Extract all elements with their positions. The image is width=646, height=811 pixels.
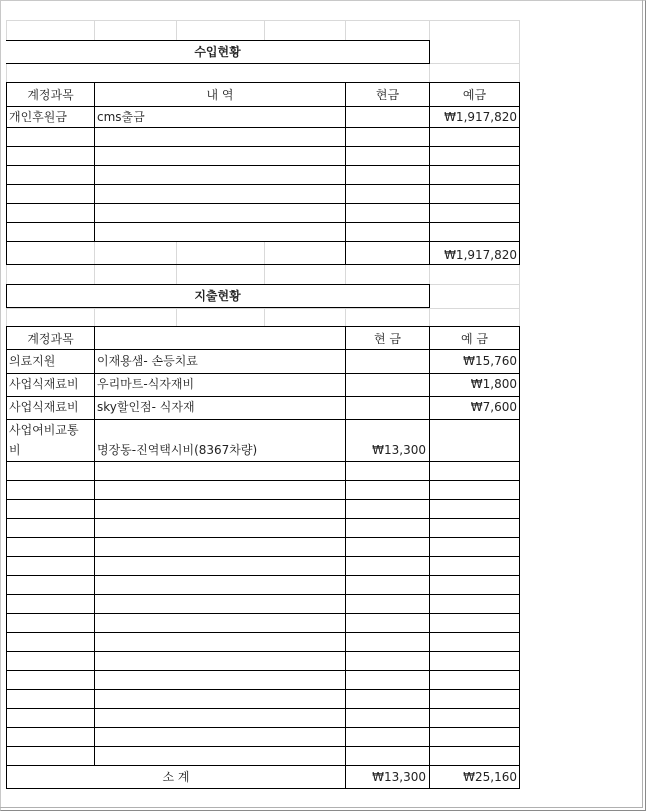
rule	[345, 326, 346, 789]
grid-line	[345, 265, 346, 284]
rule	[6, 82, 520, 83]
grid-line	[519, 265, 520, 327]
expense-row-detail: sky할인점- 식자재	[97, 400, 195, 414]
rule	[6, 106, 520, 107]
rule	[6, 264, 520, 265]
grid-line	[94, 265, 95, 284]
income-title: 수입현황	[194, 45, 241, 59]
rule	[6, 708, 520, 709]
rule	[6, 419, 520, 420]
grid-line	[94, 242, 95, 264]
grid-line	[519, 20, 520, 82]
rule	[6, 349, 520, 350]
rule	[6, 788, 520, 789]
expense-row-deposit: ₩7,600	[470, 400, 517, 414]
grid-line	[430, 63, 520, 64]
grid-line	[176, 265, 177, 284]
expense-row-account-wrap: 비	[9, 443, 21, 457]
rule	[6, 499, 520, 500]
income-header-deposit: 예금	[462, 88, 487, 102]
expense-title: 지출현황	[194, 289, 241, 303]
income-row-account: 개인후원금	[9, 110, 67, 124]
expense-row-detail: 우리마트-식자재비	[97, 377, 195, 391]
rule	[6, 461, 520, 462]
expense-row-account: 사업식재료비	[9, 377, 79, 391]
rule	[6, 746, 520, 747]
rule	[429, 284, 430, 308]
rule	[519, 82, 520, 265]
rule	[6, 326, 520, 327]
grid-line	[6, 20, 7, 40]
income-total-deposit: ₩1,917,820	[444, 248, 517, 262]
rule	[6, 307, 430, 308]
income-header-detail: 내 역	[206, 88, 234, 102]
rule	[6, 222, 520, 223]
rule	[6, 373, 520, 374]
page-edge	[642, 0, 643, 808]
rule	[6, 203, 520, 204]
expense-row-account: 사업식재료비	[9, 400, 79, 414]
expense-row-detail: 이재용샘- 손등치료	[97, 354, 198, 368]
grid-line	[264, 265, 265, 284]
grid-line	[264, 242, 265, 264]
rule	[6, 575, 520, 576]
grid-line	[176, 308, 177, 326]
rule	[519, 326, 520, 789]
rule	[6, 480, 520, 481]
subtotal-label: 소 계	[162, 770, 190, 784]
rule	[6, 518, 520, 519]
rule	[6, 594, 520, 595]
rule	[94, 82, 95, 242]
rule	[6, 326, 7, 789]
rule	[6, 765, 520, 766]
page-edge	[0, 807, 643, 808]
rule	[6, 165, 520, 166]
income-header-cash: 현금	[375, 88, 400, 102]
rule	[6, 632, 520, 633]
rule	[6, 727, 520, 728]
expense-row-deposit: ₩15,760	[463, 354, 517, 368]
rule	[6, 184, 520, 185]
rule	[6, 127, 520, 128]
grid-line	[6, 308, 7, 326]
rule	[6, 146, 520, 147]
rule	[345, 82, 346, 265]
grid-line	[94, 308, 95, 326]
rule	[6, 689, 520, 690]
rule	[6, 537, 520, 538]
rule	[6, 396, 520, 397]
rule	[6, 82, 7, 265]
rule	[6, 241, 520, 242]
grid-line	[6, 63, 7, 83]
rule	[6, 670, 520, 671]
income-header-account: 계정과목	[27, 88, 74, 102]
rule	[429, 40, 430, 64]
subtotal-deposit: ₩25,160	[463, 770, 517, 784]
grid-line	[176, 242, 177, 264]
rule	[6, 613, 520, 614]
income-row-deposit: ₩1,917,820	[444, 110, 517, 124]
grid-line	[264, 20, 265, 40]
grid-line	[176, 20, 177, 40]
expense-row-account: 사업여비교통	[9, 423, 79, 437]
grid-line	[430, 284, 520, 285]
grid-line	[264, 308, 265, 326]
expense-row-deposit: ₩1,800	[470, 377, 517, 391]
rule	[6, 63, 430, 64]
rule	[6, 40, 430, 41]
grid-line	[345, 20, 346, 40]
subtotal-cash: ₩13,300	[372, 770, 426, 784]
expense-row-detail: 명장동-진역택시비(8367차량)	[97, 443, 258, 457]
grid-line	[6, 265, 7, 284]
rule	[6, 556, 520, 557]
expense-row-cash: ₩13,300	[372, 443, 426, 457]
rule	[6, 284, 430, 285]
rule	[429, 326, 430, 789]
income-row-detail: cms출금	[97, 110, 145, 124]
rule	[94, 326, 95, 766]
grid-line	[6, 308, 520, 309]
grid-line	[345, 308, 346, 326]
expense-header-account: 계정과목	[27, 332, 74, 346]
rule	[6, 651, 520, 652]
expense-header-deposit: 예 금	[461, 332, 488, 346]
grid-line	[94, 20, 95, 40]
expense-row-account: 의료지원	[9, 354, 56, 368]
grid-line	[6, 20, 520, 21]
expense-header-cash: 현 금	[374, 332, 401, 346]
